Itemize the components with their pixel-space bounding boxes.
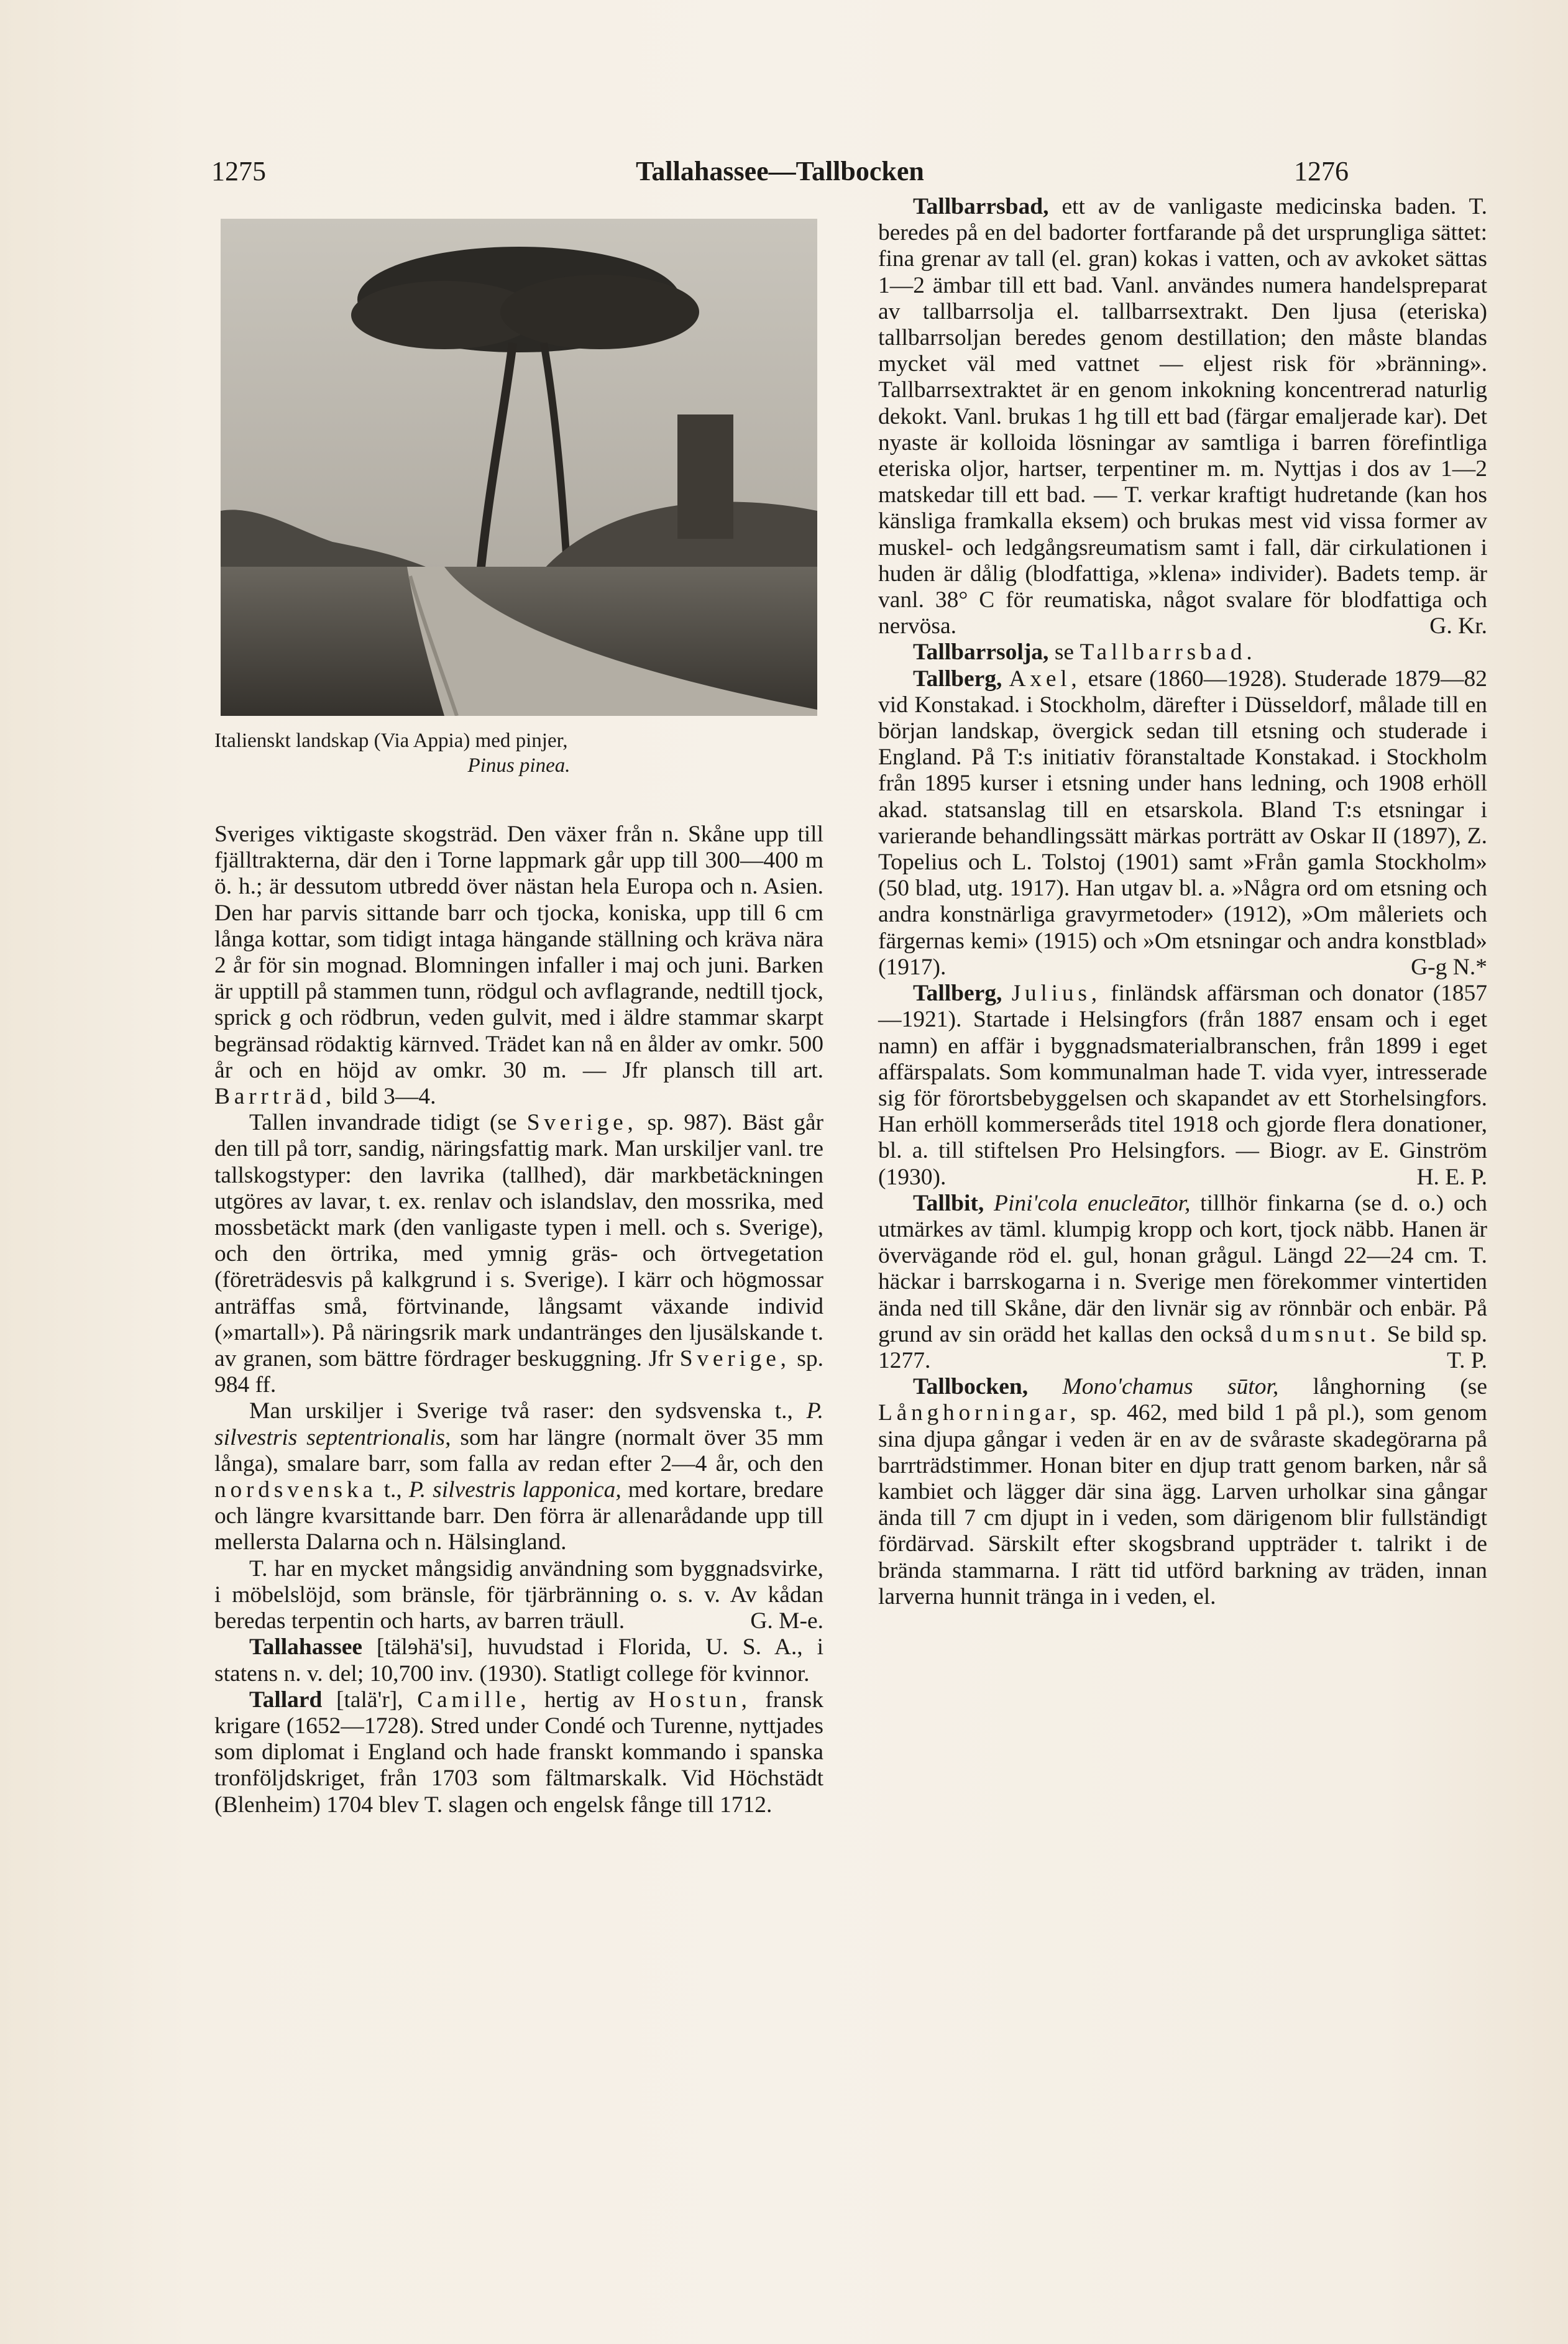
left-page-number: 1275 [211,156,266,186]
page-header [211,155,1349,193]
tall-anvandning: T. har en mycket mångsidig användning som byggnadsvirke, i möbelslöjd, som bränsle, för tjärbränning o. s. v. Av kådan beredas terpentin och harts, av barren träull. G. M-e. [214,1555,823,1634]
entry-tallbarrsolja: Tallbarrsolja, se Tallbarrsbad. [913,639,1257,666]
via-appia-photo [221,219,817,716]
entry-tallberg-axel: Tallberg, Axel, etsare (1860—1928). Studerade 1879—82 vid Konstakad. i Stockholm, därefter i Düsseldorf, målade till en början landskap, övergick sedan till etsning och studerade i England. På T:s initiativ föranstaltade Konstakad. i Stockholm från 1895 kurser i etsning under hans ledning, och 1908 erhöll akad. statsanslag till en etsarskola. Bland T:s etsningar i varierande behandlingssätt märkas porträtt av Oskar II (1897), Z. Topelius och L. Tolstoj (1901) samt »Från gamla Stockholm» (50 blad, utg. 1917). Han utgav bl. a. »Några ord om etsning och andra konstnärliga gravyrmetoder» (1912), »Om måleriets och färgernas kemi» (1915) och »Om etsningar och andra konstblad» (1917). G-g N.* [878,666,1488,980]
entry-tallahassee: Tallahassee [tälɘhä'si], huvudstad i Florida, U. S. A., i statens n. v. del; 10,700 inv. (1930). Statligt college för kvinnor. [214,1634,823,1687]
entry-tallberg-julius: Tallberg, Julius, finländsk affärsman och donator (1857—1921). Startade i Helsingfors (från 1887 ensam och i eget namn) en affär i byggnadsmaterialbranschen, från 1899 i eget affärspalats. Som kommunalman hade T. vida vyer, intresserade sig för förortsbebyggelsen och skapandet av ett Storhelsingfors. Han erhöll kommerseråds titel 1918 och gjorde flera donationer, bl. a. till stiftelsen Pro Helsingfors. — Biogr. av E. Ginström (1930). H. E. P. [878,981,1488,1190]
left-column [214,198,823,1818]
tall-invandring: Tallen invandrade tidigt (se Sverige, sp. 987). Bäst går den till på torr, sandig, näringsfattig mark. Man urskiljer vanl. tre tallskogstyper: den lavrika (tallhed), där markbetäckningen utgöres av lavar, t. ex. renlav och islandslav, den mossrika, med mossbetäckt mark (den vanligaste typen i mell. och s. Sverige), och den örtrika, med ymnig gräs- och örtvegetation (företrädesvis på kalkgrund i s. Sverige). I kärr och högmossar anträffas små, förtvinande, långsamt växande individ (»martall»). På näringsrik mark undantränges den ljusälskande t. av granen, som bättre fördrager beskuggning. Jfr Sverige, sp. 984 ff. [214,1110,824,1398]
caption-latin-name: Pinus pinea. [467,754,571,777]
figure-caption: Italienskt landskap (Via Appia) med pinjer, Pinus pinea. [214,728,823,778]
entry-tallbit: Tallbit, Pini'cola enucleātor, tillhör finkarna (se d. o.) och utmärkes av täml. klumpig kropp och kort, tjock näbb. Hanen är övervägande röd el. gul, honan grågul. Längd 22—24 cm. T. häckar i barrskogarna i n. Sverige men förekommer vintertiden ända ned till Skåne, där den livnär sig av rönnbär och enbär. På grund av sin orädd het kallas den också dumsnut. Se bild sp. 1277. T. P. [878,1190,1488,1373]
running-title: Tallahassee—Tallbocken [636,156,924,186]
entry-tallbocken: Tallbocken, Mono'chamus sūtor, långhorning (se Långhorningar, sp. 462, med bild 1 på pl.), som genom sina djupa gångar i veden är en av de svåraste skadegörarna på barrträdstimmer. Honan biter en djup tratt genom barken, når så kambiet och lägger där sina ägg. Larven urholkar sina gångar ända till 7 cm djupt in i veden, som därigenom blir fullständigt fördärvad. Särskilt efter skogsbrand uppträder t. talrikt i de brända stammarna. I rätt tid utförd barkning av träden, innan larverna hunnit tränga in i veden, el. [878,1374,1487,1609]
entry-tallard: Tallard [talä'r], Camille, hertig av Hostun, fransk krigare (1652—1728). Stred under Condé och Turenne, nyttjades som diplomat i England och hade franskt kommando i spanska tronföljdskriget, från 1703 som fältmarskalk. Vid Höchstädt (Blenheim) 1704 blev T. slagen och engelsk fånge till 1712. [214,1687,824,1818]
tall-description: Sveriges viktigaste skogsträd. Den växer från n. Skåne upp till fjälltrakterna, där den i Torne lappmark går upp till 300—400 m ö. h.; är dessutom utbredd över nästan hela Europa och n. Asien. Den har parvis sittande barr och tjocka, koniska, upp till 6 cm långa kottar, som tidigt intaga hängande ställning och kräva nära 2 år för sin mognad. Blomningen infaller i maj och juni. Barken är upptill på stammen tunn, rödgul och avflagrande, nedtill tjock, sprick g och rödbrun, veden gulvit, med i äldre stammar skarpt begränsad rödaktig kärnved. Trädet kan nå en ålder av omkr. 500 år och en höjd av omkr. 30 m. — Jfr plansch till art. Barrträd, bild 3—4. [214,822,823,1110]
entry-tallbarrsbad: Tallbarrsbad, ett av de vanligaste medicinska baden. T. beredes på en del badorter fortfarande på det ursprungliga sättet: fina grenar av tall (el. gran) kokas i vatten, och av avkoket sättas 1—2 ämbar till ett bad. Vanl. användes numera handelspreparat av tallbarrsolja el. tallbarrsextrakt. Den ljusa (eteriska) tallbarrsoljan beredes genom destillation; den måste blandas mycket väl med vattnet — eljest risk för »bränning». Tallbarrsextraktet är en genom inkokning koncentrerad naturlig dekokt. Vanl. brukas 1 hg till ett bad (färgar emaljerade kar). Det nyaste är kolloida lösningar av samtliga i barren förefintliga eteriska oljor, hartser, terpentiner m. m. Nyttjas i dos av 1—2 matskedar till ett bad. — T. verkar kraftigt hudretande (kan hos känsliga framkalla eksem) och brukas mest vid vissa former av muskel- och ledgångsreumatism samt i fall, där cirkulationen i huden är dålig (blodfattiga, »klena» individer). Badets temp. är vanl. 38° C för reumatiska, något svalare för blodfattiga och nervösa. G. Kr. [878,194,1488,639]
right-page-number: 1276 [1294,156,1349,186]
tall-raser: Man urskiljer i Sverige två raser: den sydsvenska t., P. silvestris septentrionalis, som har längre (normalt över 35 mm långa), smalare barr, som falla av redan efter 2—4 år, och den nordsvenska t., P. silvestris lapponica, med kortare, bredare och längre kvarsittande barr. Den förra är allenarådande upp till mellersta Dalarna och n. Hälsingland. [214,1398,824,1555]
right-column [878,194,1487,1610]
landscape-illustration [221,219,817,716]
